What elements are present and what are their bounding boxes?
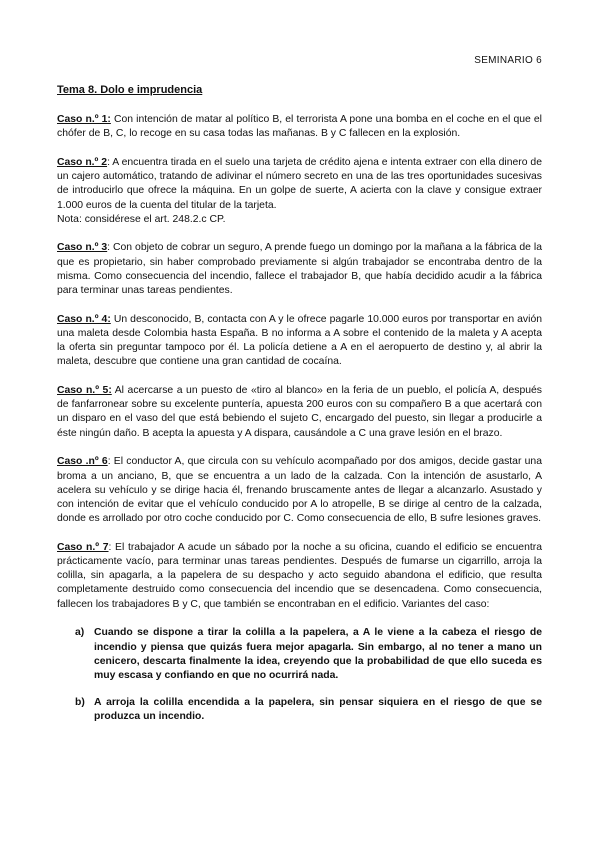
case-label: Caso n.º 1:	[57, 114, 111, 125]
document-body	[57, 113, 542, 738]
case-6	[57, 455, 542, 526]
case-label: Caso n.º 3	[57, 242, 108, 254]
variant-text: A arroja la colilla encendida a la papelera, sin pensar siquiera en el riesgo de que se produzca un incendio.	[94, 697, 542, 723]
case-label: Caso n.º 7	[57, 541, 109, 553]
case-text: : Con objeto de cobrar un seguro, A prende fuego un domingo por la mañana a la fábrica de la que es propietario, sin haber comprobado previamente si algún trabajador se encontraba dentro de la misma. Como consecuencia del incendio, fallece el trabajador B, que había decidido acudir a la fábrica para terminar unas tareas pendientes.	[57, 242, 542, 297]
case-label: Caso n.º 2	[57, 156, 108, 168]
case-text: Con intención de matar al político B, el terrorista A pone una bomba en el coche en el que el chófer de B, C, lo recoge en su casa todas las mañanas. B y C fallecen en la explosión.	[57, 114, 542, 140]
case-text: Un desconocido, B, contacta con A y le ofrece pagarle 10.000 euros por transportar en avión una maleta desde Colombia hasta España. B no informa a A sobre el contenido de la maleta y A acepta la oferta sin preguntar tampoco por él. La policía detiene a A en el aeropuerto de destino y, al abrir la maleta, descubre que contiene una gran cantidad de cocaína.	[57, 313, 542, 368]
case-5	[57, 384, 542, 441]
case-2	[57, 156, 542, 227]
variant-text: Cuando se dispone a tirar la colilla a la papelera, a A le viene a la cabeza el riesgo de incendio y piensa que quizás fuera mejor apagarla. Sin embargo, al no tener a mano un cenicero, descarta finalmente la idea, creyendo que la probabilidad de que ello suceda es muy escasa y confiando en que no ocurrirá nada.	[94, 627, 542, 681]
topic-title: Tema 8. Dolo e imprudencia	[57, 84, 203, 96]
case-text: : A encuentra tirada en el suelo una tarjeta de crédito ajena e intenta extraer con ella dinero de un cajero automático, tratando de adivinar el número secreto en una de las tres oportunidades sucesivas de introducirlo que ofrece la máquina. En un golpe de suerte, A acierta con la clave y consigue extraer 1.000 euros de la cuenta del titular de la tarjeta.	[57, 156, 542, 211]
case-label: Caso n.º 4:	[57, 313, 111, 325]
variant-item-b	[57, 696, 542, 724]
case-text: : El trabajador A acude un sábado por la noche a su oficina, cuando el edificio se encuentra prácticamente vacío, para terminar unas tareas pendientes. Después de fumarse un cigarrillo, arroja la colilla, sin apagarla, a la papelera de su despacho y acto seguido abandona el edificio, que resulta completamente destruido como consecuencia del incendio que se desencadena. Como consecuencia, fallecen los trabajadores B y C, que también se encontraban en el edificio. Variantes del caso:	[57, 541, 542, 610]
case-1	[57, 113, 542, 141]
variant-letter: b)	[75, 697, 85, 709]
case-variants-list	[57, 626, 542, 724]
case-text: : El conductor A, que circula con su vehículo acompañado por dos amigos, decide gastar una broma a un anciano, B, que se encuentra a un lado de la calzada. Con la intención de asustarlo, A acelera su vehículo y se dirige hacia él, frenando bruscamente antes de llegar a alcanzarlo. Asustado y con intención de evitar que el vehículo conducido por A lo atropelle, B se dirige al centro de la calzada, donde es arrollado por otro coche conducido por C. Como consecuencia de ello, B sufre lesiones graves.	[57, 456, 542, 525]
case-text: Al acercarse a un puesto de «tiro al blanco» en la feria de un pueblo, el policía A, después de fanfarronear sobre su excelente puntería, apuesta 200 euros con su compañero B a que acertará con un disparo en el vaso del que está bebiendo el sujeto C, encargado del puesto, sin llegar a producirle a éste ningún daño. B acepta la apuesta y A dispara, causándole a C una grave lesión en el brazo.	[57, 385, 543, 439]
case-label: Caso n.º 5:	[57, 385, 112, 397]
variant-letter: a)	[75, 627, 85, 639]
seminar-header: SEMINARIO 6	[474, 55, 542, 66]
variant-item-a	[57, 626, 542, 683]
case-note: Nota: considérese el art. 248.2.c CP.	[57, 213, 226, 225]
case-7	[57, 541, 542, 612]
case-4	[57, 313, 542, 370]
case-label: Caso .nº 6	[57, 456, 108, 468]
case-3	[57, 241, 542, 298]
